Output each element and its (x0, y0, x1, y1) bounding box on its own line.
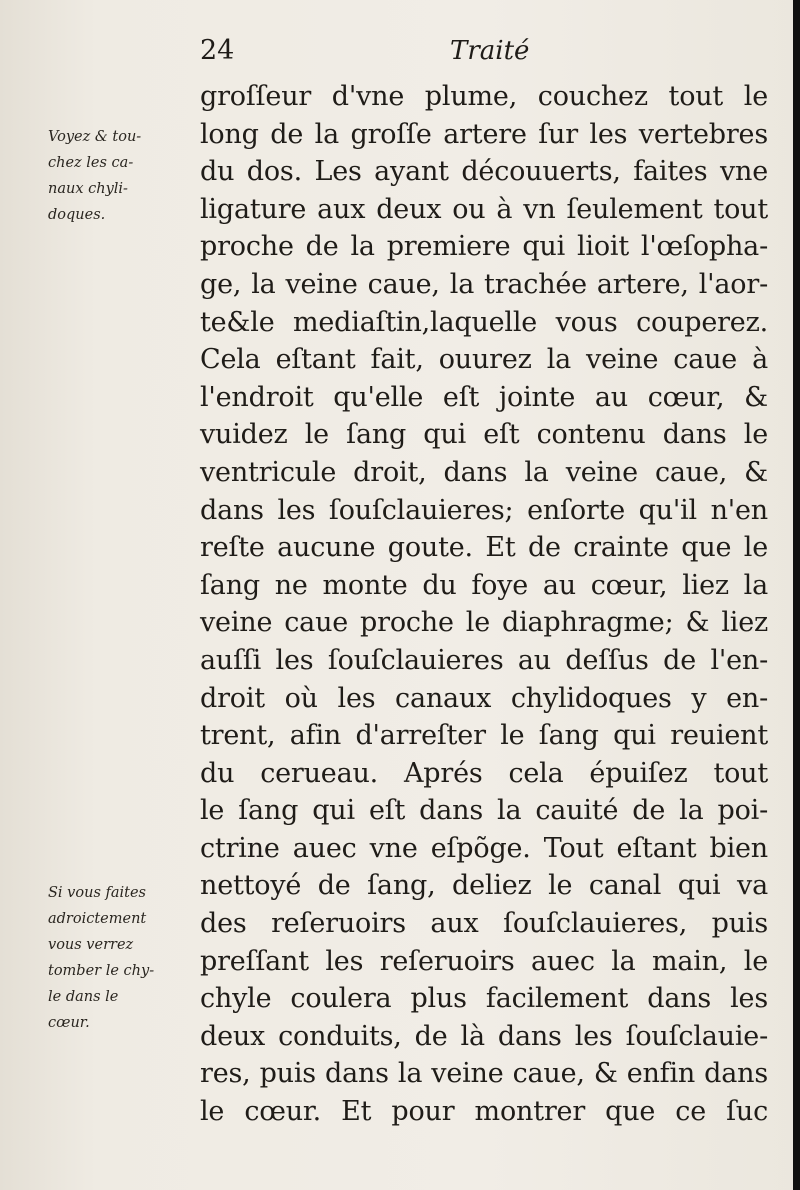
text-line: veine caue proche le diaphragme; & liez (200, 607, 768, 639)
margin-note-line: vous verrez (48, 937, 134, 953)
text-line: ligature aux deux ou à vn ſeulement tout (200, 193, 768, 225)
margin-note-line: le dans le (48, 989, 119, 1005)
page-edge (793, 0, 800, 1190)
margin-note-2 (48, 880, 186, 1036)
margin-note-line: doques. (48, 207, 106, 223)
text-line: proche de la premiere qui lioit l'œſopha- (200, 231, 768, 263)
text-line: reſte aucune goute. Et de crainte que le (200, 532, 768, 564)
text-line: droit où les canaux chylidoques y en- (200, 682, 768, 714)
text-line: du dos. Les ayant découuerts, faites vne (200, 156, 768, 188)
text-line: nettoyé de ſang, deliez le canal qui va (200, 870, 768, 902)
margin-note-line: chez les ca- (48, 155, 134, 171)
text-line: preſſant les reſeruoirs auec la main, le (200, 945, 768, 977)
text-line: ge, la veine caue, la trachée artere, l'aor- (200, 268, 768, 300)
page-number: 24 (200, 35, 235, 66)
text-line: te&le mediaſtin,laquelle vous couperez. (200, 306, 768, 338)
text-line: le cœur. Et pour montrer que ce ſuc (200, 1096, 768, 1128)
text-line: ventricule droit, dans la veine caue, & (200, 456, 768, 488)
text-line: Cela eſtant fait, ouurez la veine caue à (200, 344, 768, 376)
margin-note-line: naux chyli- (48, 181, 128, 197)
text-line: res, puis dans la veine caue, & enfin dans (200, 1058, 768, 1090)
running-title: Traité (450, 36, 530, 66)
text-line: groſſeur d'vne plume, couchez tout le (200, 81, 768, 112)
text-line: ctrine auec vne eſpõge. Tout eſtant bien (200, 832, 768, 864)
margin-note-line: adroictement (48, 911, 147, 927)
text-line: auſſi les ſouſclauieres au deſſus de l'en- (200, 644, 768, 676)
text-line: l'endroit qu'elle eſt jointe au cœur, & (200, 381, 768, 413)
text-line: des reſeruoirs aux ſouſclauieres, puis (200, 908, 768, 940)
text-line: chyle coulera plus facilement dans les (200, 983, 768, 1015)
text-line: long de la groſſe artere ſur les vertebres (200, 118, 768, 150)
margin-note-line: cœur. (48, 1015, 90, 1031)
body-text (200, 78, 768, 1131)
text-line: le ſang qui eſt dans la cauité de la poi- (200, 795, 768, 827)
text-line: vuidez le ſang qui eſt contenu dans le (200, 419, 768, 451)
margin-note-line: tomber le chy- (48, 963, 155, 979)
text-line: deux conduits, de là dans les ſouſclauie- (200, 1020, 768, 1052)
text-line: ſang ne monte du foye au cœur, liez la (200, 569, 768, 601)
page-header (200, 34, 760, 74)
margin-note-line: Si vous faites (48, 885, 146, 901)
text-line: dans les ſouſclauieres; enſorte qu'il n'en (200, 494, 768, 526)
text-line: trent, afin d'arreſter le ſang qui reuient (200, 720, 768, 752)
margin-note-line: Voyez & tou- (48, 129, 142, 145)
text-line: du cerueau. Aprés cela épuiſez tout (200, 757, 768, 789)
margin-note-1 (48, 124, 186, 228)
